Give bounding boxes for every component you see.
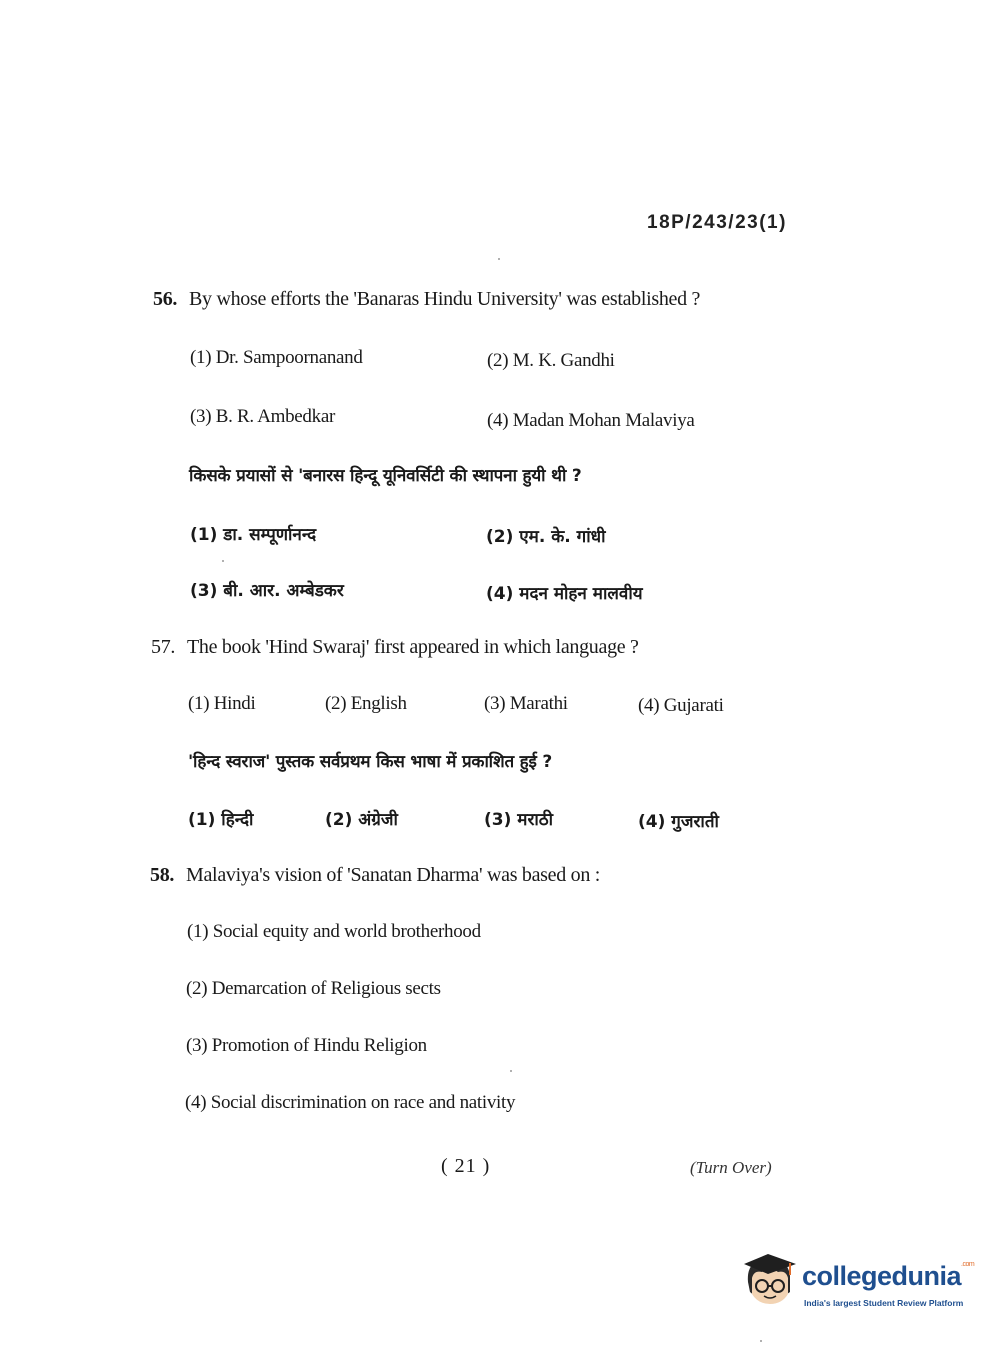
- brand-tagline: India's largest Student Review Platform: [804, 1298, 964, 1308]
- question-57-hindi: 'हिन्द स्वराज' पुस्तक सर्वप्रथम किस भाषा में प्रकाशित हुई ?: [188, 752, 553, 772]
- page-number: ( 21 ): [441, 1155, 491, 1177]
- q58-option-2: (2) Demarcation of Religious sects: [186, 978, 441, 999]
- q57-option-2-hindi: (2) अंग्रेजी: [325, 810, 398, 830]
- q57-option-1-hindi: (1) हिन्दी: [188, 810, 254, 830]
- q56-option-1: (1) Dr. Sampoornanand: [190, 347, 363, 368]
- brand-name: collegedunia: [802, 1261, 962, 1291]
- question-text-en: By whose efforts the 'Banaras Hindu University' was established ?: [189, 288, 701, 310]
- question-58: [150, 864, 600, 887]
- question-number: 57.: [151, 636, 176, 658]
- q56-option-2-hindi: (2) एम. के. गांधी: [486, 527, 606, 547]
- scan-speck: [222, 560, 224, 562]
- q58-option-4: (4) Social discrimination on race and nativity: [185, 1092, 516, 1113]
- q56-option-2: (2) M. K. Gandhi: [487, 350, 615, 371]
- question-number: 56.: [153, 288, 178, 310]
- brand-suffix: .com: [961, 1261, 975, 1268]
- q57-option-4: (4) Gujarati: [638, 695, 724, 716]
- q56-option-4-hindi: (4) मदन मोहन मालवीय: [486, 584, 643, 604]
- question-56-hindi: किसके प्रयासों से 'बनारस हिन्दू यूनिवर्सिटी की स्थापना हुयी थी ?: [189, 466, 582, 486]
- question-57: [151, 636, 639, 659]
- question-56: [153, 288, 700, 311]
- scan-speck: [760, 1340, 762, 1342]
- brand-wordmark: [802, 1261, 974, 1292]
- turn-over-note: (Turn Over): [690, 1158, 772, 1177]
- paper-code: 18P/243/23(1): [647, 212, 787, 233]
- question-number: 58.: [150, 864, 175, 886]
- q56-option-3: (3) B. R. Ambedkar: [190, 406, 335, 427]
- q56-option-3-hindi: (3) बी. आर. अम्बेडकर: [190, 581, 344, 601]
- question-text-en: The book 'Hind Swaraj' first appeared in which language ?: [187, 636, 639, 658]
- student-mascot-icon: [742, 1252, 798, 1314]
- scan-speck: [498, 258, 500, 260]
- q57-option-3: (3) Marathi: [484, 693, 568, 714]
- q56-option-4: (4) Madan Mohan Malaviya: [487, 410, 695, 431]
- scan-speck: [510, 1070, 512, 1072]
- q57-option-4-hindi: (4) गुजराती: [638, 812, 719, 832]
- q57-option-1: (1) Hindi: [188, 693, 256, 714]
- q57-option-2: (2) English: [325, 693, 407, 714]
- collegedunia-watermark: [742, 1252, 975, 1322]
- q58-option-3: (3) Promotion of Hindu Religion: [186, 1035, 427, 1056]
- q57-option-3-hindi: (3) मराठी: [484, 810, 554, 830]
- q56-option-1-hindi: (1) डा. सम्पूर्णानन्द: [190, 525, 317, 545]
- question-text-en: Malaviya's vision of 'Sanatan Dharma' was based on :: [186, 864, 601, 886]
- q58-option-1: (1) Social equity and world brotherhood: [187, 921, 481, 942]
